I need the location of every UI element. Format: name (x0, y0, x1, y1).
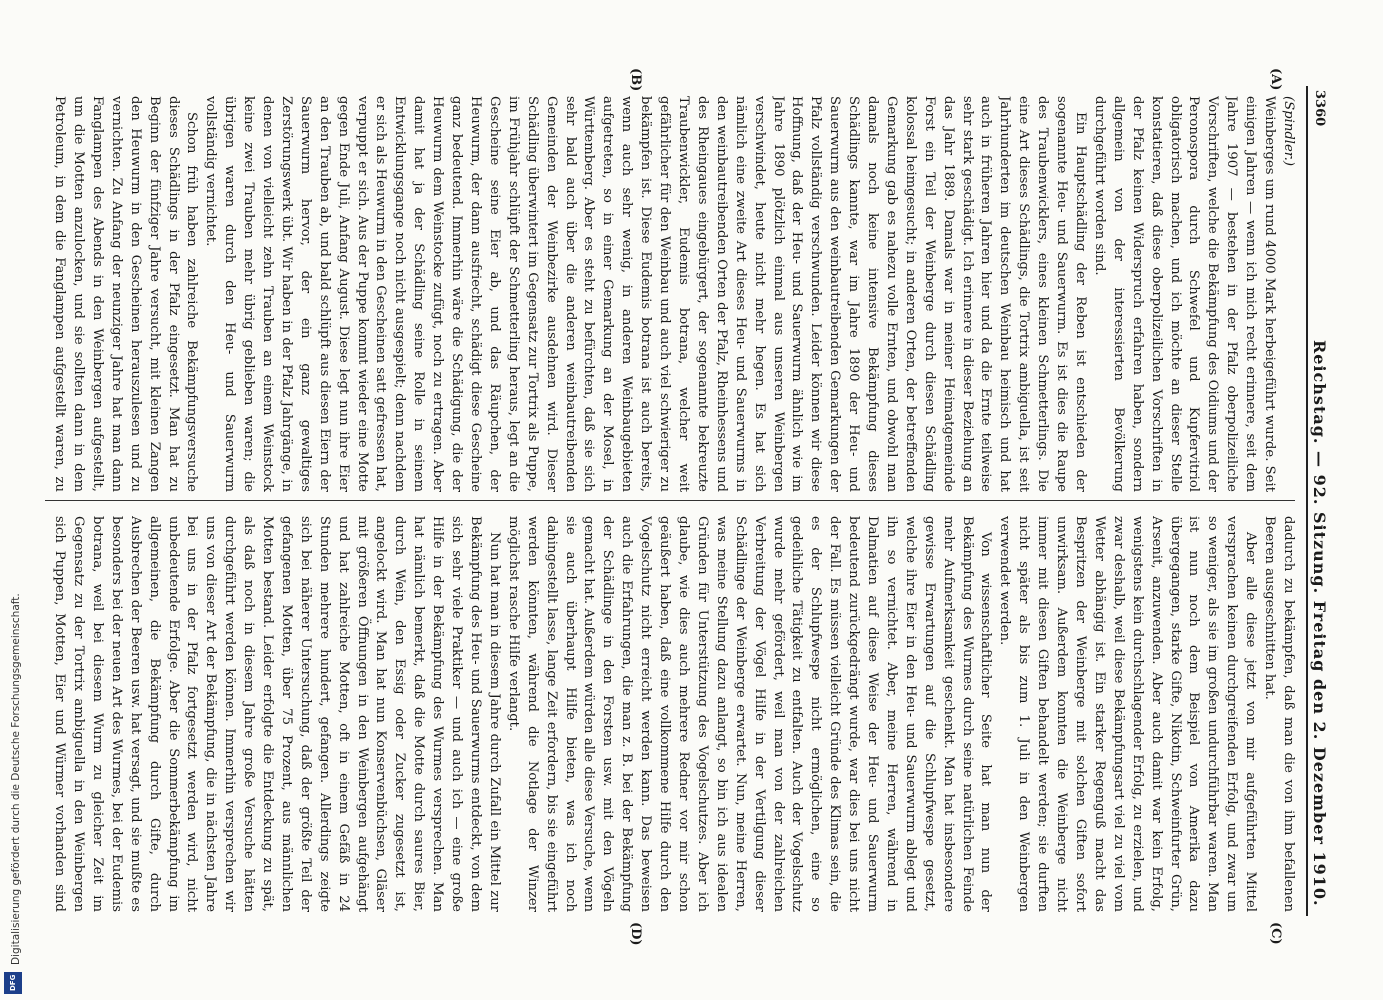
paragraph: Von wissenschaftlicher Seite hat man nun der Bekämpfung des Wurmes durch seine natürlichen Feinde mehr Aufmerksamkeit geschenkt. Man hat insbesondere gewisse Erwartungen auf die Schlupfwespe gesetzt, welche ihre Eier in den Heu- und Sauerwurm ablegt und ihn so vernichtet. Aber, meine Herren, während in Dalmatien auf diese Weise der Heu- und Sauerwurm bedeutend zurückgedrängt wurde, war dies bei uns nicht der Fall. Es müssen vielleicht Gründe des Klimas sein, die es der Schlupfwespe nicht ermöglichen, eine so gedeihliche Tätigkeit zu entfalten. Auch der Vogelschutz wurde mehr gefördert, weil man von der zahlreichen Verbreitung der Vögel Hilfe in der Vertilgung dieser Schädlinge der Weinberge erwartet. Nun, meine Herren, was meine Stellung dazu anlangt, so bin ich aus idealen Gründen für Unterstützung des Vogelschutzes. Aber ich glaube, wie dies auch mehrere Redner vor mir schon geäußert haben, daß eine vollkommene Hilfe durch den Vogelschutz nicht erreicht werden kann. Das beweisen auch die Erfahrungen, die man z. B. bei der Bekämpfung der Schädlinge in den Forsten usw. mit den Vögeln gemacht hat. Außerdem würden alle diese Versuche, wenn sie auch überhaupt Hilfe bieten, was ich noch dahingestellt lasse, lange Zeit erfordern, bis sie eingeführt werden könnten, während die Notlage der Winzer möglichst rasche Hilfe verlangt. (505, 516, 994, 912)
right-column (47, 516, 1297, 912)
margin-marker-c: (C) (1268, 922, 1283, 945)
paragraph: Nun hat man in diesem Jahre durch Zufall ein Mittel zur Bekämpfung des Heu- und Sauerwurms entdeckt, von dem sich sehr viele Praktiker — und auch ich — eine große Hilfe in der Bekämpfung des Wurmes versprechen. Man hat nämlich bemerkt, daß die Motte durch saures Bier, durch Wein, den Essig oder Zucker zugesetzt ist, angelockt wird. Man hat nun Konservenbüchsen, Gläser mit größeren Öffnungen in den Weinbergen aufgehängt und hat zahlreiche Motten, oft in einem Gefäß in 24 Stunden mehrere hundert, gefangen. Allerdings zeigte sich bei näherer Untersuchung, daß der größte Teil der gefangenen Motten, über 75 Prozent, aus männlichen Motten bestand. Leider erfolgte die Entdeckung zu spät, als daß noch in diesem Jahre große Versuche hätten durchgeführt werden können. Immerhin versprechen wir uns von dieser Art der Bekämpfung, die in nächsten Jahre bei uns in der Pfalz fortgesetzt werden wird, nicht unbedeutende Erfolge. Aber die Sommerbekämpfung im allgemeinen, die Bekämpfung durch Gifte, durch Ausbrechen der Beeren usw. hat versagt, und sie mußte es besonders bei der neuen Art des Wurmes, bei der Eudemis botrana, weil bei diesem Wurm zu gleicher Zeit im Gegensatz zu der Tortrix ambiguella in den Weinbergen sich Puppen, Motten, Eier und Würmer vorhanden sind (52, 516, 502, 912)
paragraph: Ein Hauptschädling der Reben ist entschieden der sogenannte Heu- und Sauerwurm. Es ist dies die Raupe des Traubenwicklers, eines kleinen Schmetterlings. Die eine Art dieses Schädlings, die Tortrix ambiguella, ist seit Jahrhunderten im deutschen Weinbau heimisch und hat auch in früheren Jahren hier und da die Ernte teilweise sehr stark geschädigt. Ich erinnere in dieser Beziehung an das Jahr 1889. Damals war in meiner Heimatgemeinde Forst ein Teil der Weinberge durch diesen Schädling kolossal heimgesucht; in anderen Orten, der betreffenden Gemarkung gab es nahezu volle Ernten, und obwohl man damals noch keine intensive Bekämpfung dieses Schädlings kannte, war im Jahre 1890 der Heu- und Sauerwurm aus den weinbautreibenden Gemarkungen der Pfalz vollständig verschwunden. Leider können wir diese Hoffnung, daß der Heu- und Sauerwurm ähnlich wie im Jahre 1890 plötzlich einmal aus unseren Weinbergen verschwindet, heute nicht mehr hegen. Es hat sich nämlich eine zweite Art dieses Heu- und Sauerwurms in den weinbautreibenden Orten der Pfalz, Rheinhessens und des Rheingaues eingebürgert, der sogenannte bekreuzte Traubenwickler, Eudemis botrana, welcher weit gefährlicher für den Weinbau und auch viel schwieriger zu bekämpfen ist. Diese Eudemis botrana ist auch bereits, wenn auch sehr wenig, in anderen Weinbaugebieten aufgetreten, so in einer Gemarkung an der Mosel, in Württemberg. Aber es steht zu befürchten, daß sie sich sehr bald auch über die anderen weinbautreibenden Gemeinden der Weinbezirke ausdehnen wird. Dieser Schädling überwintert im Gegensatz zur Tortrix als Puppe, im Frühjahr schlüpft der Schmetterling heraus, legt an die Gescheine seine Eier ab, und das Räupchen, der Heuwurm, der dann ausfriecht, schädigt diese Gescheine ganz bedeutend. Immerhin wäre die Schädigung, die der Heuwurm dem Weinstocke zufügt, noch zu ertragen. Aber damit hat ja der Schädling seine Rolle in seinem Entwicklungsgange noch nicht ausgespielt; denn nachdem er sich als Heuwurm in den Gescheinen satt gefressen hat, verpuppt er sich. Aus der Puppe kommt wieder eine Motte gegen Ende Juli, Anfang August. Diese legt nun ihre Eier an den Trauben ab, und bald schlüpft aus diesen Eiern der Sauerwurm hervor, der ein ganz gewaltiges Zerstörungswerk übt. Wir haben in der Pfalz Jahrgänge, in denen von vielleicht zehn Trauben an einem Weinstock keine zwei Trauben mehr übrig geblieben waren; die übrigen waren durch den Heu- und Sauerwurm vollständig vernichtet. (203, 96, 1089, 492)
funding-credit: Digitalisierung gefördert durch die Deutsche Forschungsgemeinschaft. (10, 593, 22, 965)
margin-marker-a: (A) (1268, 68, 1283, 91)
paragraph: Schon früh haben zahlreiche Bekämpfungsversuche dieses Schädlings in der Pfalz eingesetzt. Man hat zu Beginn der fünfziger Jahre versucht, mit kleinen Zangen den Heuwurm in den Gescheinen herauszulesen und zu vernichten. Zu Anfang der neunziger Jahre hat man dann Fanglampen des Abends in den Weinbergen aufgestellt, um die Motten anzulocken, und sie sollten dann in dem Petroleum, in dem die Fanglampen aufgestellt waren, zu (52, 96, 200, 492)
left-column (47, 96, 1297, 492)
speaker-label: (Spindler.) (1281, 96, 1296, 166)
running-head: Reichstag. — 92. Sitzung. Freitag den 2. Dezember 1910. (1310, 340, 1329, 907)
margin-marker-d: (D) (628, 922, 643, 946)
paragraph: dadurch zu bekämpfen, daß man die von ihm befallenen Beeren ausgeschnitten hat. (1262, 516, 1296, 912)
column-divider (45, 500, 1295, 501)
margin-marker-b: (B) (628, 68, 643, 92)
dfg-logo-icon: DFG (4, 972, 22, 994)
paragraph: Weinberges um rund 4000 Mark herbeigeführt wurde. Seit einigen Jahren — wenn ich mich recht erinnere, seit dem Jahre 1907 — bestehen in der Pfalz oberpolizeiliche Vorschriften, welche die Bekämpfung des Oidiums und der Peronospora durch Schwefel und Kupfervitriol obligatorisch machen, und ich möchte an dieser Stelle konstatieren, daß diese oberpolizeilichen Vorschriften in der Pfalz keinen Widerspruch erfahren haben, sondern allgemein von der interessierten Bevölkerung durchgeführt worden sind. (1091, 96, 1278, 492)
page-number: 3360 (1312, 90, 1327, 127)
header-rule (1306, 86, 1308, 916)
paragraph: Aber alle diese jetzt von mir aufgeführten Mittel versprachen keinen durchgreifenden Erfolg, und zwar um so weniger, als sie im großen undurchführbar waren. Man ist nun noch dem Beispiel von Amerika dazu übergegangen, starke Gifte, Nikotin, Schweinfurter Grün, Arsenit, anzuwenden. Aber auch damit war kein Erfolg, wenigstens kein durchschlagender Erfolg, zu erzielen, und zwar deshalb, weil diese Bekämpfungsart viel zu viel vom Wetter abhängig ist. Ein starker Regenguß macht das Bespritzen der Weinberge mit solchen Giften sofort unwirksam. Außerdem konnten die Weinberge nicht immer mit diesen Giften behandelt werden; sie durften nicht später als bis zum 1. Juli in den Weinbergen verwendet werden. (997, 516, 1259, 912)
